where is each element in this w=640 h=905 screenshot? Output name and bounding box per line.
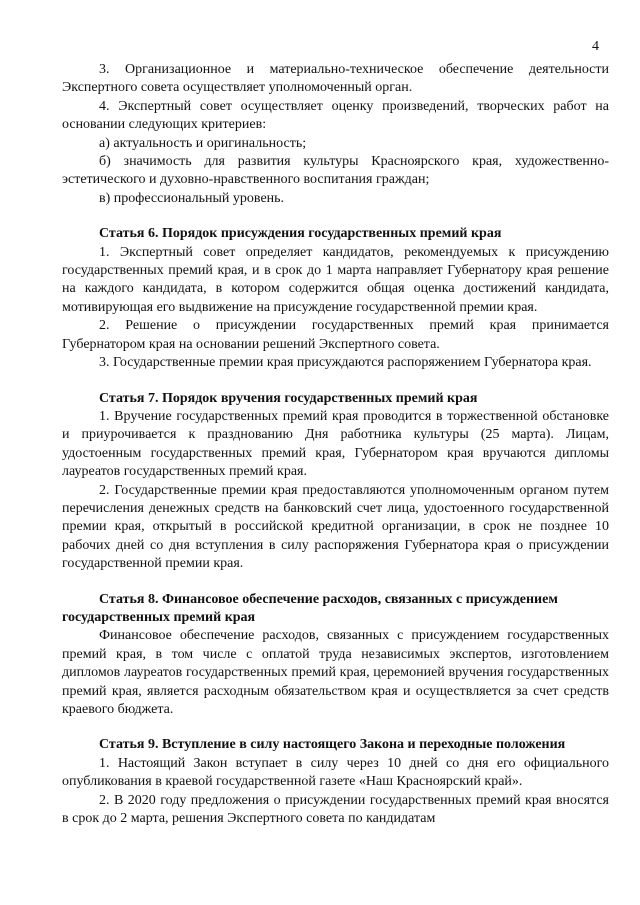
section-gap [62,574,609,591]
paragraph: 1. Вручение государственных премий края проводится в торжественной обстановке и приурочивается к празднованию Дня работника культуры (25 марта). Лицам, удостоенным государственных премий края, Губернатором края вручаются дипломы лауреатов государственных премий края. [62,408,609,480]
paragraph: 3. Организационное и материально-техническое обеспечение деятельности Экспертного совета осуществляет уполномоченный орган. [62,62,609,96]
article-heading: Статья 6. Порядок присуждения государственных премий края [99,226,502,242]
section-gap [62,719,609,736]
article-heading: Статья 7. Порядок вручения государственных премий края [99,390,478,406]
paragraph: 1. Настоящий Закон вступает в силу через 10 дней со дня его официального опубликования в краевой государственной газете «Наш Красноярский край». [62,755,609,790]
section-gap [62,373,609,390]
page-number: 4 [592,39,599,54]
article-heading: Статья 8. Финансовое обеспечение расходов, связанных с присуждением государственных премий края [62,591,558,625]
paragraph: б) значимость для развития культуры Красноярского края, художественно-эстетического и духовно-нравственного воспитания граждан; [62,154,609,188]
paragraph: в) профессиональный уровень. [99,190,285,206]
section-gap [62,208,609,225]
paragraph: Финансовое обеспечение расходов, связанных с присуждением государственных премий края, в том числе с оплатой труда независимых экспертов, изготовлением дипломов лауреатов государственных премий края, церемонией вручения государственных премий края, является расходным обязательством края и осуществляется за счет средств краевого бюджета. [62,628,609,717]
paragraph: 3. Государственные премии края присуждаются распоряжением Губернатора края. [99,355,592,371]
paragraph: 2. В 2020 году предложения о присуждении государственных премий края вносятся в срок до 2 марта, решения Экспертного совета по кандидатам [62,792,609,827]
article-heading: Статья 9. Вступление в силу настоящего Закона и переходные положения [99,737,566,753]
document-body [62,61,609,828]
paragraph: 1. Экспертный совет определяет кандидатов, рекомендуемых к присуждению государственных премий края, и в срок до 1 марта направляет Губернатору края решение на каждого кандидата, в котором содержится общая оценка достижений кандидата, мотивирующая его выдвижение на присуждение государственной премии края. [62,244,609,315]
paragraph: 2. Решение о присуждении государственных премий края принимается Губернатором края на основании решений Экспертного совета. [62,318,609,352]
paragraph: 2. Государственные премии края предоставляются уполномоченным органом путем перечисления денежных средств на банковский счет лица, удостоенного государственной премии края, открытый в российской кредитной организации, в срок не позднее 10 рабочих дней со дня вступления в силу распоряжения Губернатора края о присуждении государственной премии края. [62,482,609,572]
paragraph: 4. Экспертный совет осуществляет оценку произведений, творческих работ на основании следующих критериев: [62,98,609,133]
paragraph: а) актуальность и оригинальность; [99,135,307,151]
